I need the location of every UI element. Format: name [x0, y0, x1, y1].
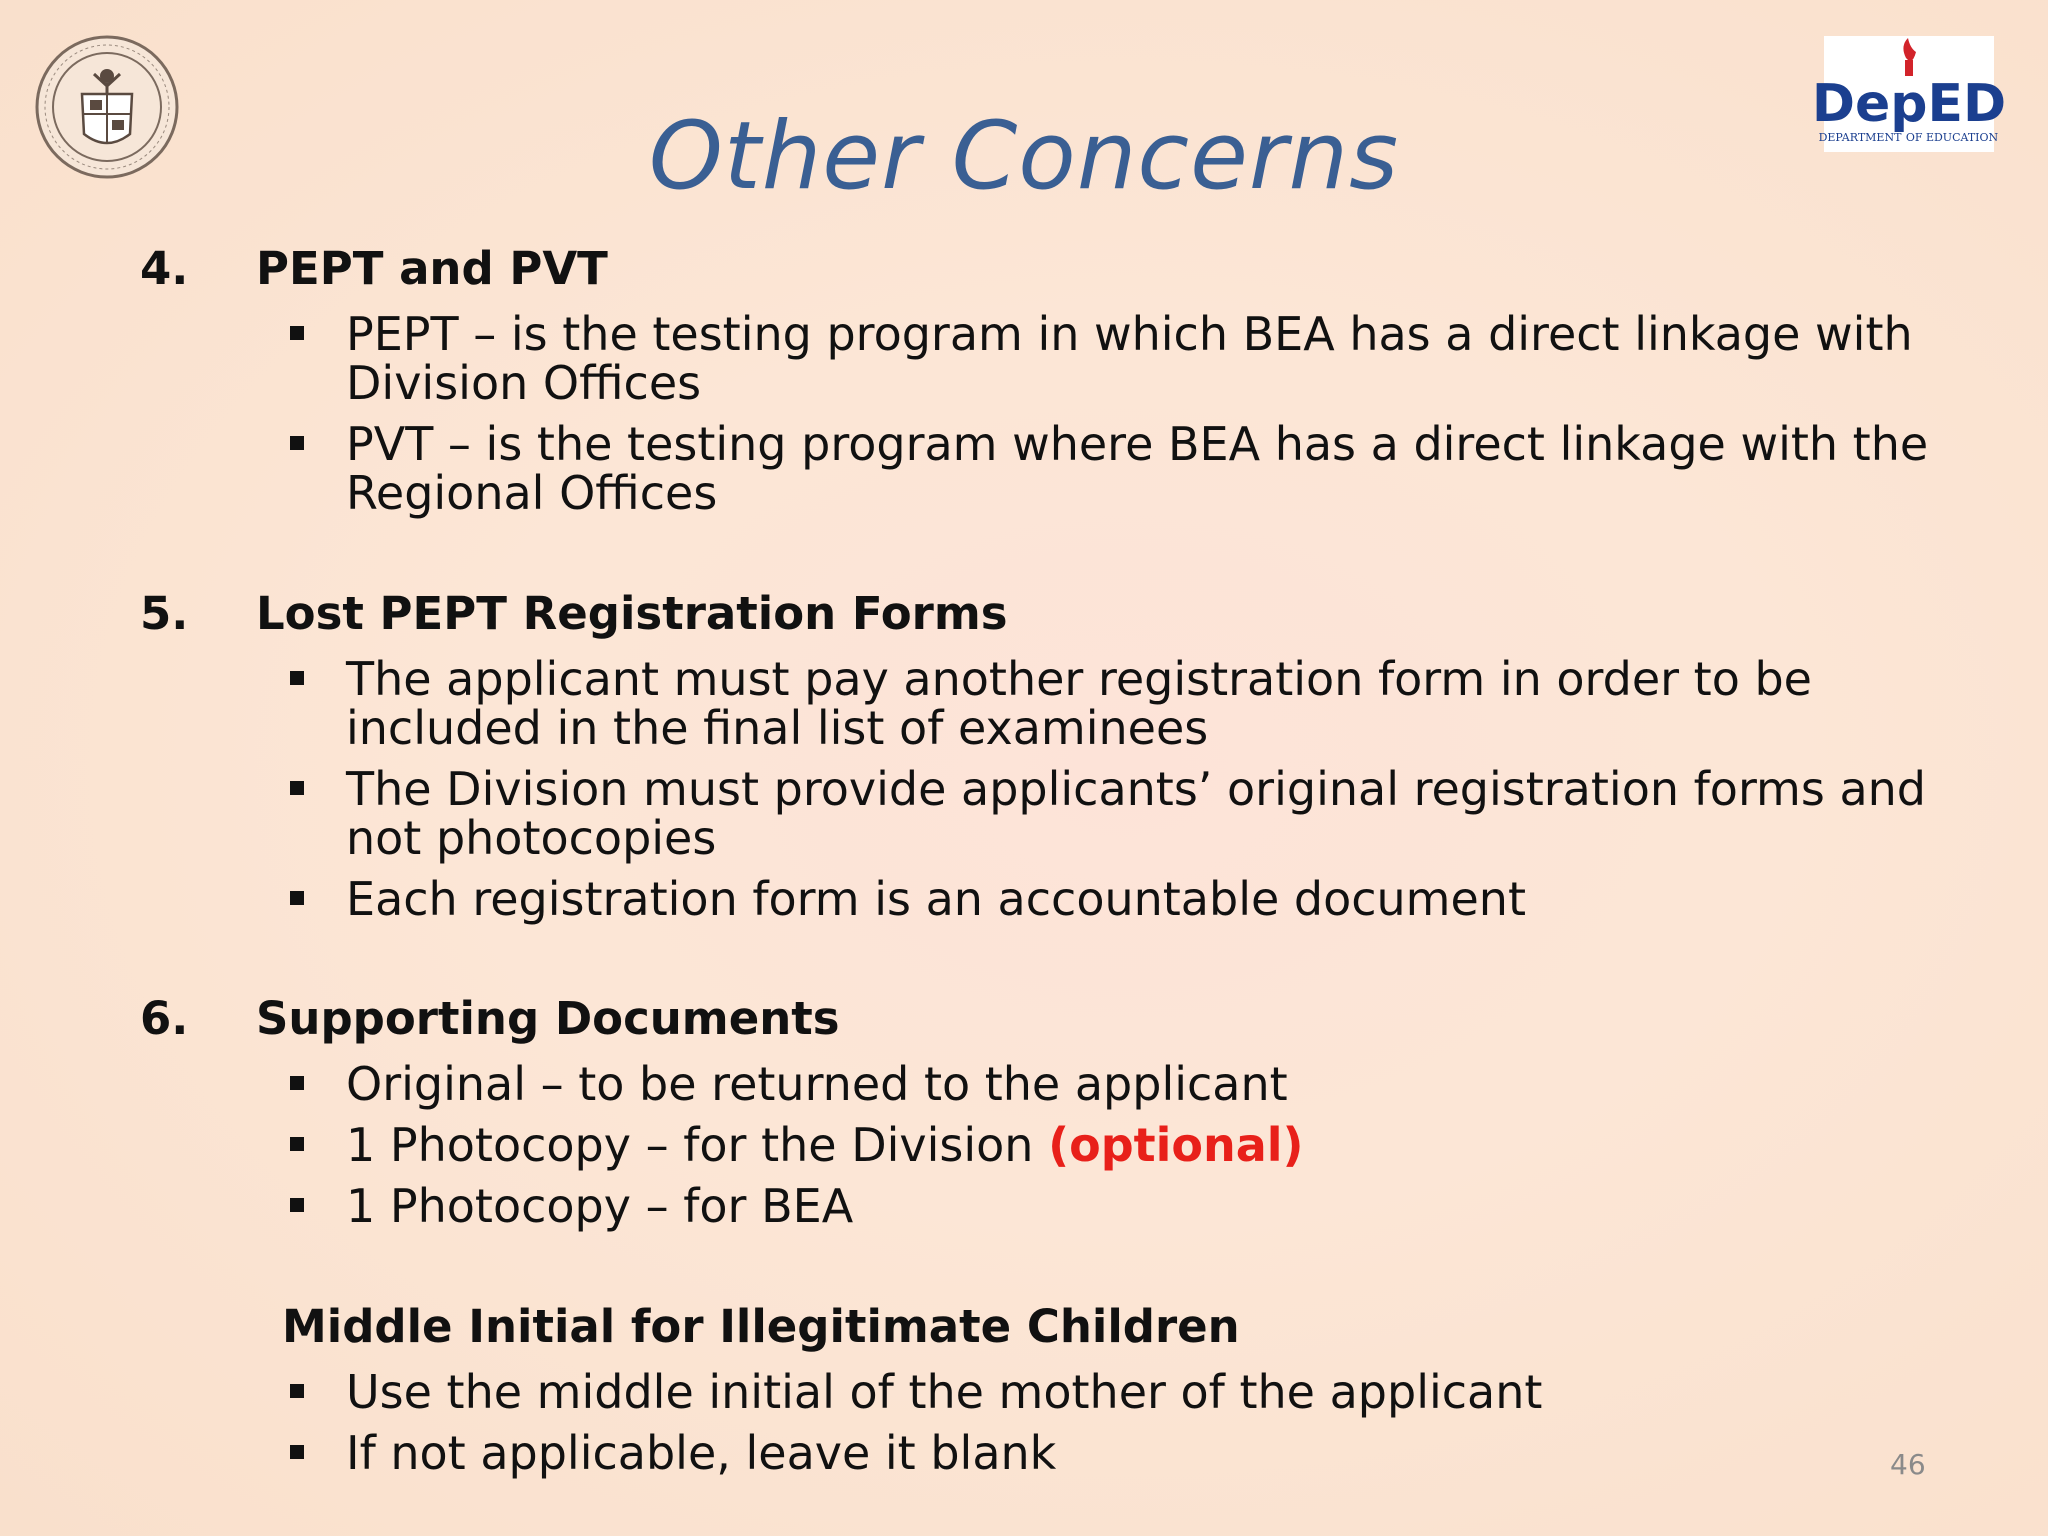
- bullet-text: PVT – is the testing program where BEA has a direct linkage with the Regional Offices: [346, 417, 1929, 520]
- section-title: PEPT and PVT: [256, 242, 608, 295]
- section-5: [140, 585, 1940, 924]
- square-bullet-icon: [290, 1076, 304, 1090]
- square-bullet-icon: [290, 891, 304, 905]
- square-bullet-icon: [290, 1384, 304, 1398]
- square-bullet-icon: [290, 326, 304, 340]
- bullet-list: [140, 307, 1940, 520]
- section-title: Supporting Documents: [256, 992, 840, 1045]
- section-4: [140, 240, 1940, 518]
- bullet-text: PEPT – is the testing program in which BEA has a direct linkage with Division Offices: [346, 307, 1913, 410]
- list-item: [140, 872, 1940, 926]
- bullet-text: If not applicable, leave it blank: [346, 1426, 1057, 1480]
- square-bullet-icon: [290, 436, 304, 450]
- optional-label: (optional): [1048, 1118, 1304, 1172]
- section-heading: [140, 585, 1940, 643]
- subsection-heading: Middle Initial for Illegitimate Children: [282, 1300, 1240, 1353]
- bullet-list: [140, 1057, 1940, 1233]
- bullet-text: Each registration form is an accountable document: [346, 872, 1526, 926]
- list-item: [140, 762, 1940, 865]
- bullet-list: [140, 1365, 1940, 1480]
- section-6: [140, 990, 1940, 1231]
- section-heading: [140, 990, 1940, 1048]
- section-number: 5.: [140, 587, 189, 640]
- bullet-list: [140, 652, 1940, 926]
- page-number: 46: [1890, 1448, 1926, 1481]
- bullet-text: 1 Photocopy – for BEA: [346, 1179, 854, 1233]
- list-item: [140, 417, 1940, 520]
- list-item: [140, 1365, 1940, 1419]
- square-bullet-icon: [290, 671, 304, 685]
- bullet-text: 1 Photocopy – for the Division: [346, 1118, 1049, 1172]
- list-item: [140, 1057, 1940, 1111]
- list-item: [140, 652, 1940, 755]
- section-heading: [140, 240, 1940, 298]
- bullet-text: Use the middle initial of the mother of the applicant: [346, 1365, 1543, 1419]
- bullet-text: Original – to be returned to the applicant: [346, 1057, 1288, 1111]
- square-bullet-icon: [290, 781, 304, 795]
- bullet-text: The applicant must pay another registration form in order to be included in the final list of examinees: [346, 652, 1812, 755]
- section-number: 6.: [140, 992, 189, 1045]
- deped-logo-right-text: OF EDUCATION: [1905, 131, 1999, 144]
- list-item: [140, 1118, 1940, 1172]
- subsection-middle-initial: [140, 1298, 1940, 1478]
- bullet-text: The Division must provide applicants’ original registration forms and not photocopies: [346, 762, 1926, 865]
- list-item: [140, 307, 1940, 410]
- deped-logo-left-text: DEPARTMENT: [1818, 131, 1902, 144]
- deped-logo-wordmark: DepED: [1811, 74, 2007, 134]
- slide-title: Other Concerns: [648, 102, 1400, 211]
- list-item: [140, 1179, 1940, 1233]
- list-item: [140, 1426, 1940, 1480]
- square-bullet-icon: [290, 1445, 304, 1459]
- square-bullet-icon: [290, 1137, 304, 1151]
- section-title: Lost PEPT Registration Forms: [256, 587, 1008, 640]
- section-number: 4.: [140, 242, 189, 295]
- square-bullet-icon: [290, 1198, 304, 1212]
